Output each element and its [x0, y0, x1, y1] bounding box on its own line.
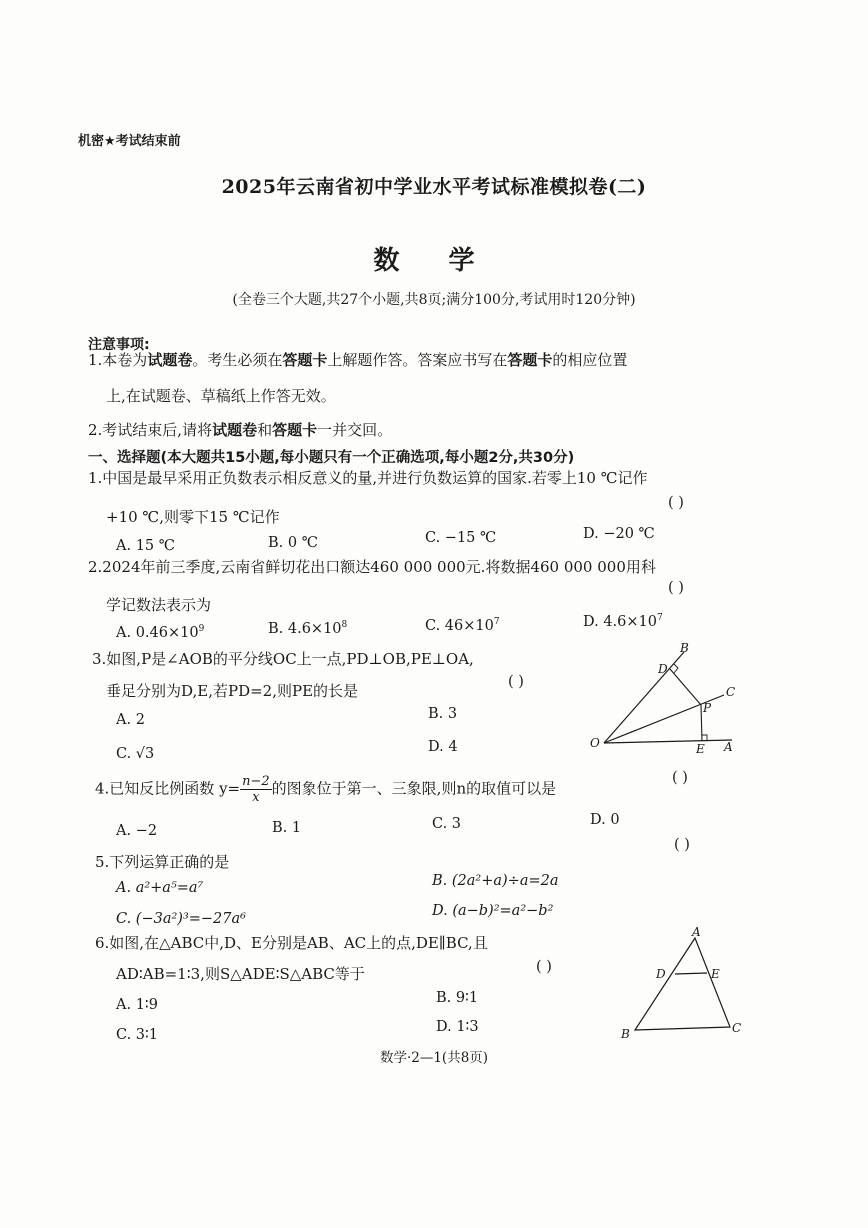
q4-option-c: C. 3	[432, 816, 462, 832]
notes-heading: 注意事项:	[88, 337, 150, 353]
q6-line2: AD∶AB=1∶3,则S△ADE∶S△ABC等于	[116, 965, 365, 983]
subject-title: 数 学	[373, 246, 495, 276]
q3-option-c: C. √3	[116, 746, 155, 762]
q1-line2: +10 ℃,则零下15 ℃记作	[106, 508, 280, 526]
note-2: 2.考试结束后,请将试题卷和答题卡一并交回。	[88, 421, 393, 439]
q6-option-a: A. 1∶9	[116, 997, 158, 1013]
q1-line1: 1.中国是最早采用正负数表示相反意义的量,并进行负数运算的国家.若零上10 ℃记作	[88, 469, 648, 487]
q4-line1: 4.已知反比例函数 y= $\frac{n-2}{x}$ 的图象位于第一、三象限,则n的取值可以是	[95, 774, 557, 805]
label-b: B	[621, 1027, 630, 1041]
q3-figure	[580, 640, 750, 760]
label-p: P	[703, 701, 712, 715]
q2-option-a: A. $0.46\times 10^9$	[116, 624, 205, 641]
q6-line1: 6.如图,在△ABC中,D、E分别是AB、AC上的点,DE∥BC,且	[95, 934, 488, 952]
q6-answer-paren: ( )	[536, 959, 552, 975]
section-1-heading: 一、选择题(本大题共15小题,每小题只有一个正确选项,每小题2分,共30分)	[88, 450, 575, 466]
q4-option-a: A. −2	[116, 823, 158, 839]
q5-line1: 5.下列运算正确的是	[95, 853, 230, 871]
q4-answer-paren: ( )	[672, 770, 688, 786]
label-a: A	[692, 925, 701, 939]
segment-pe	[701, 705, 702, 741]
q3-option-a: A. 2	[116, 712, 145, 728]
q3-option-b: B. 3	[428, 706, 458, 722]
ray-ob	[604, 652, 684, 743]
q2-option-b: B. $4.6\times 10^8$	[268, 620, 348, 637]
q3-answer-paren: ( )	[508, 674, 524, 690]
q1-answer-paren: ( )	[668, 495, 684, 511]
q2-option-d: D. $4.6\times 10^7$	[583, 613, 663, 630]
segment-de	[675, 973, 707, 974]
q5-option-b: B. (2a²+a)÷a=2a	[432, 873, 559, 889]
q6-option-b: B. 9∶1	[436, 990, 479, 1006]
q6-option-d: D. 1∶3	[436, 1019, 479, 1035]
q3-line1: 3.如图,P是∠AOB的平分线OC上一点,PD⊥OB,PE⊥OA,	[92, 650, 474, 668]
q2-line2: 学记数法表示为	[106, 596, 212, 614]
segment-pd	[670, 669, 701, 705]
q5-option-a: A. a²+a⁵=a⁷	[116, 880, 204, 896]
note-1: 1.本卷为试题卷。考生必须在答题卡上解题作答。答案应书写在答题卡的相应位置	[88, 351, 628, 369]
exam-title: 2025年云南省初中学业水平考试标准模拟卷(二)	[221, 176, 647, 198]
q1-option-c: C. −15 ℃	[425, 530, 497, 546]
note-1-line2: 上,在试题卷、草稿纸上作答无效。	[106, 387, 336, 405]
label-b: B	[680, 641, 689, 655]
q6-option-c: C. 3∶1	[116, 1027, 159, 1043]
fraction: $\frac{n-2}{x}$	[242, 774, 270, 805]
q5-answer-paren: ( )	[674, 837, 690, 853]
label-c: C	[726, 685, 736, 699]
q5-option-c: C. (−3a²)³=−27a⁶	[116, 911, 246, 927]
right-angle-d	[674, 664, 678, 673]
q2-answer-paren: ( )	[668, 580, 684, 596]
q4-option-d: D. 0	[590, 812, 620, 828]
label-d: D	[658, 662, 668, 676]
q1-option-b: B. 0 ℃	[268, 535, 318, 551]
label-a: A	[724, 740, 733, 754]
q2-option-c: C. $46\times 10^7$	[425, 617, 500, 634]
q3-option-d: D. 4	[428, 739, 458, 755]
ray-oa	[604, 740, 732, 743]
confidential-label: 机密★考试结束前	[78, 134, 181, 149]
label-d: D	[656, 967, 666, 981]
label-e: E	[711, 967, 720, 981]
triangle-abc	[635, 938, 730, 1030]
q1-option-a: A. 15 ℃	[116, 538, 175, 554]
exam-info: (全卷三个大题,共27个小题,共8页;满分100分,考试用时120分钟)	[232, 292, 636, 308]
label-e: E	[696, 742, 705, 756]
q4-option-b: B. 1	[272, 820, 302, 836]
q2-line1: 2.2024年前三季度,云南省鲜切花出口额达460 000 000元.将数据460 000 000用科	[88, 558, 656, 576]
q5-option-d: D. (a−b)²=a²−b²	[432, 903, 554, 919]
right-angle-e	[702, 735, 707, 740]
label-c: C	[732, 1021, 742, 1035]
q3-line2: 垂足分别为D,E,若PD=2,则PE的长是	[106, 682, 359, 700]
page-footer: 数学·2—1(共8页)	[379, 1050, 489, 1066]
q6-figure	[615, 924, 750, 1042]
q1-option-d: D. −20 ℃	[583, 526, 655, 542]
label-o: O	[590, 736, 600, 750]
